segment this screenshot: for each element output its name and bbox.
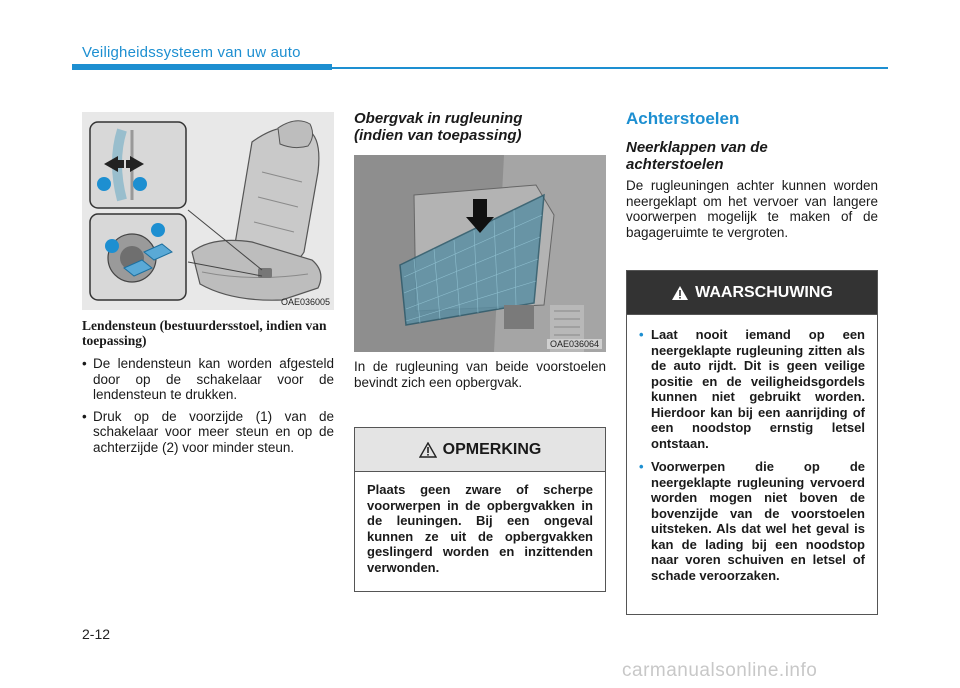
warning-title: WAARSCHUWING [695,283,833,301]
header-rule-thick [72,64,332,70]
seat-illustration [82,112,334,310]
fold-seats-text: De rugleuningen achter kunnen worden neergeklapt om het vervoer van langere voorwerpen mogelijk te maken of de bagageruimte te vergroten. [626,178,878,240]
fold-seats-heading: Neerklappen van de achterstoelen [626,139,768,173]
net-figure [354,155,606,352]
net-illustration [354,155,606,352]
figure-code: OAE036005 [280,297,330,307]
middle-heading: Obergvak in rugleuning (indien van toepassing) [354,110,523,144]
note-title: OPMERKING [442,440,542,458]
warning-item: • Laat nooit iemand op een neergeklapte rugleuning zitten als de auto rijdt. Dit is geen veilige positie en de veiligheidsgordels kunnen niet gebruikt worden. Hierdoor kan bij een aanrijding of een noodstop ernstig letsel ontstaan. [639,327,865,451]
warning-item: • Voorwerpen die op de neergeklapte rugleuning vervoerd worden mogen niet boven de bovenzijde van de voorstoelen uitsteken. Als dat wel het geval is kan de lading bij een noodstop naar voren schuiven en letsel of schade veroorzaken. [639,459,865,583]
storage-text: In de rugleuning van beide voorstoelen bevindt zich een opbergvak. [354,359,606,390]
lumbar-heading: Lendensteun (bestuurdersstoel, indien van toepassing) [82,318,327,348]
warning-body [627,315,877,601]
note-text: Plaats geen zware of scherpe voorwerpen in de opbergvakken in de leuningen. Bij een ongeval kunnen ze uit de opbergvakken geslingerd worden en inzittenden verwonden. [367,482,593,575]
seat-figure [82,112,334,310]
rear-seats-section-heading: Achterstoelen [626,109,740,128]
figure-code: OAE036064 [547,339,602,349]
lumbar-bullet: • Druk op de voorzijde (1) van de schakelaar voor meer steun en op de achterzijde (2) voor minder steun. [82,409,334,456]
note-header [355,428,605,472]
caution-triangle-icon [419,442,437,458]
warning-box [626,270,878,615]
header-rule-thin [332,67,888,69]
warning-header [627,271,877,315]
lumbar-bullet: • De lendensteun kan worden afgesteld door op de schakelaar voor de lendensteun te drukken. [82,356,334,403]
watermark: carmanualsonline.info [622,660,818,681]
page-number: 2-12 [82,626,111,642]
section-header-title: Veiligheidssysteem van uw auto [82,44,301,61]
left-column [82,318,334,461]
warning-triangle-icon [671,285,689,301]
note-box [354,427,606,592]
